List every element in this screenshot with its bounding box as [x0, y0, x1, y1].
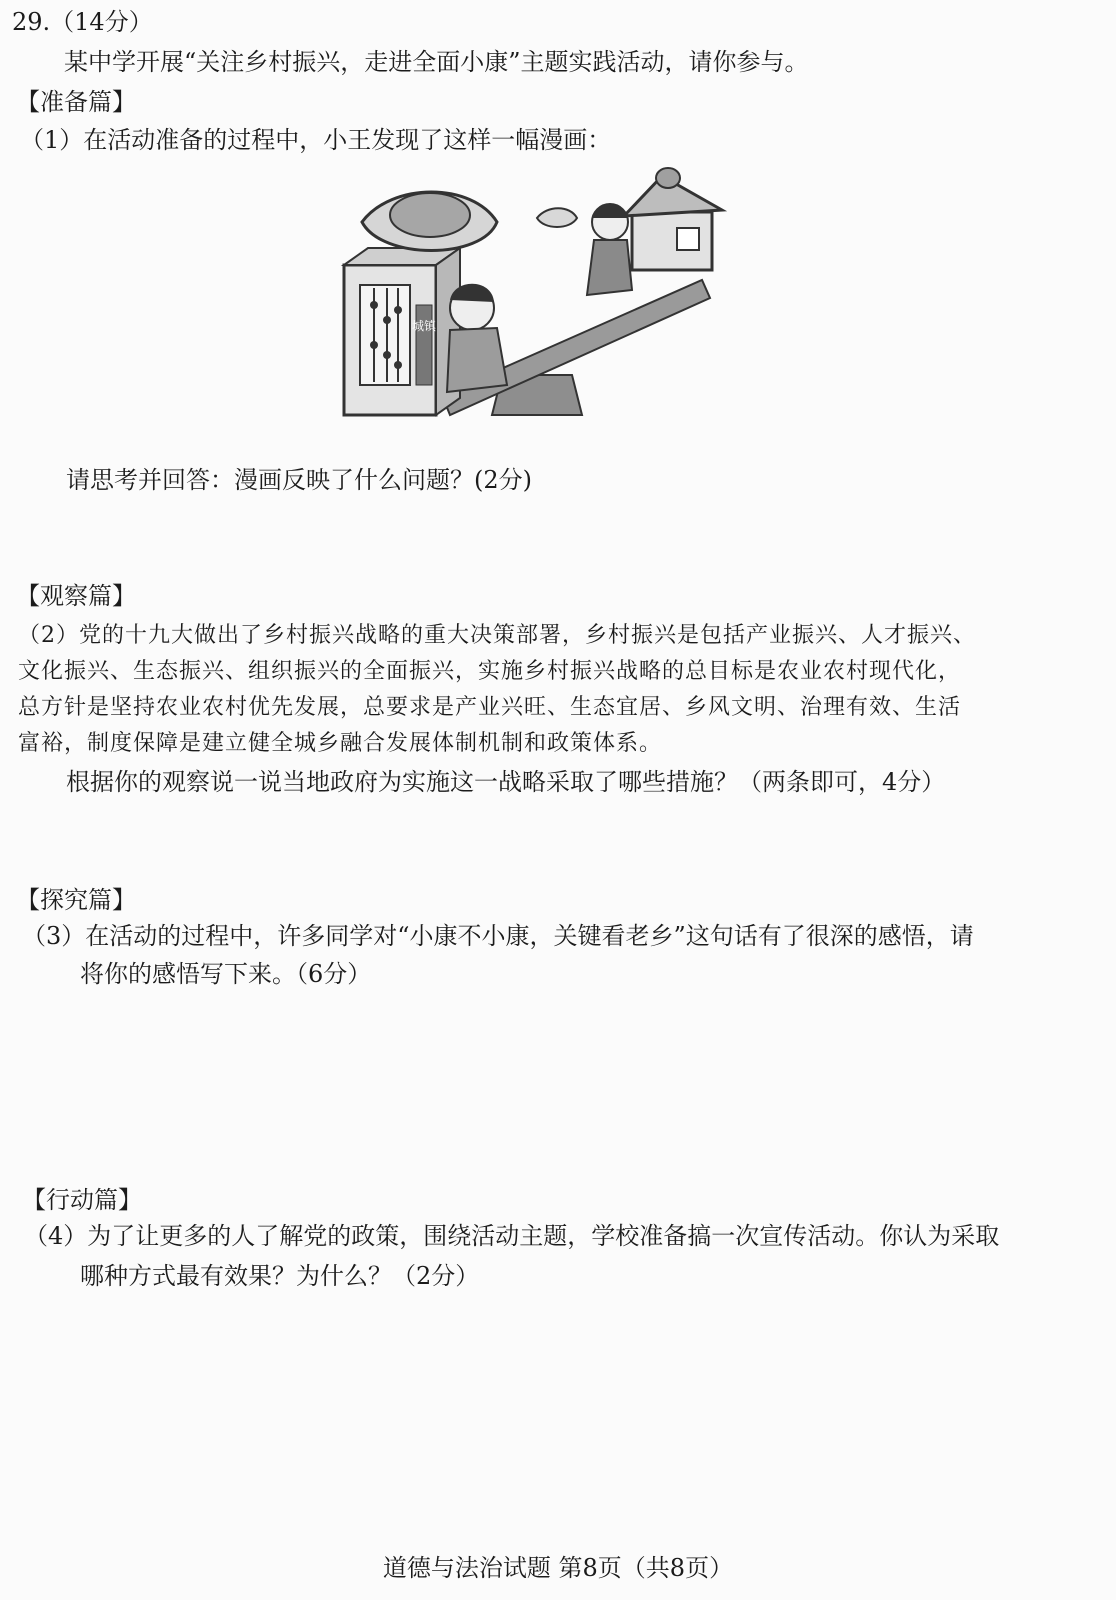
- seesaw-cartoon-image: [332, 160, 742, 450]
- question-4-line1: （4）为了让更多的人了解党的政策，围绕活动主题，学校准备搞一次宣传活动。你认为采取: [24, 1222, 1000, 1250]
- question-2-ask: 根据你的观察说一说当地政府为实施这一战略采取了哪些措施？（两条即可，4分）: [66, 768, 946, 796]
- section-heading-explore: 【探究篇】: [16, 886, 136, 914]
- observe-text-line: 富裕，制度保障是建立健全城乡融合发展体制机制和政策体系。: [18, 731, 663, 756]
- cartoon-box-label: 城镇: [411, 319, 437, 333]
- question-number: 29.（14分）: [12, 8, 153, 36]
- question-3-line1: （3）在活动的过程中，许多同学对“小康不小康，关键看老乡”这句话有了很深的感悟，请: [22, 922, 974, 950]
- question-3-line2: 将你的感悟写下来。（6分）: [80, 960, 372, 988]
- section-heading-prepare: 【准备篇】: [16, 88, 136, 116]
- section-heading-observe: 【观察篇】: [16, 582, 136, 610]
- section-heading-action: 【行动篇】: [22, 1186, 142, 1214]
- question-1-ask: 请思考并回答：漫画反映了什么问题？(2分): [66, 466, 532, 494]
- observe-text-line: 文化振兴、生态振兴、组织振兴的全面振兴，实施乡村振兴战略的总目标是农业农村现代化，: [18, 659, 962, 684]
- question-1: （1）在活动准备的过程中，小王发现了这样一幅漫画：: [20, 126, 612, 154]
- page-footer: 道德与法治试题 第8页（共8页）: [382, 1554, 734, 1582]
- question-4-line2: 哪种方式最有效果？为什么？（2分）: [80, 1262, 480, 1290]
- observe-text-line: 总方针是坚持农业农村优先发展，总要求是产业兴旺、生态宜居、乡风文明、治理有效、生活: [18, 695, 962, 720]
- observe-text-line: （2）党的十九大做出了乡村振兴战略的重大决策部署，乡村振兴是包括产业振兴、人才振兴、: [18, 623, 977, 648]
- question-intro: 某中学开展“关注乡村振兴，走进全面小康”主题实践活动，请你参与。: [64, 48, 809, 76]
